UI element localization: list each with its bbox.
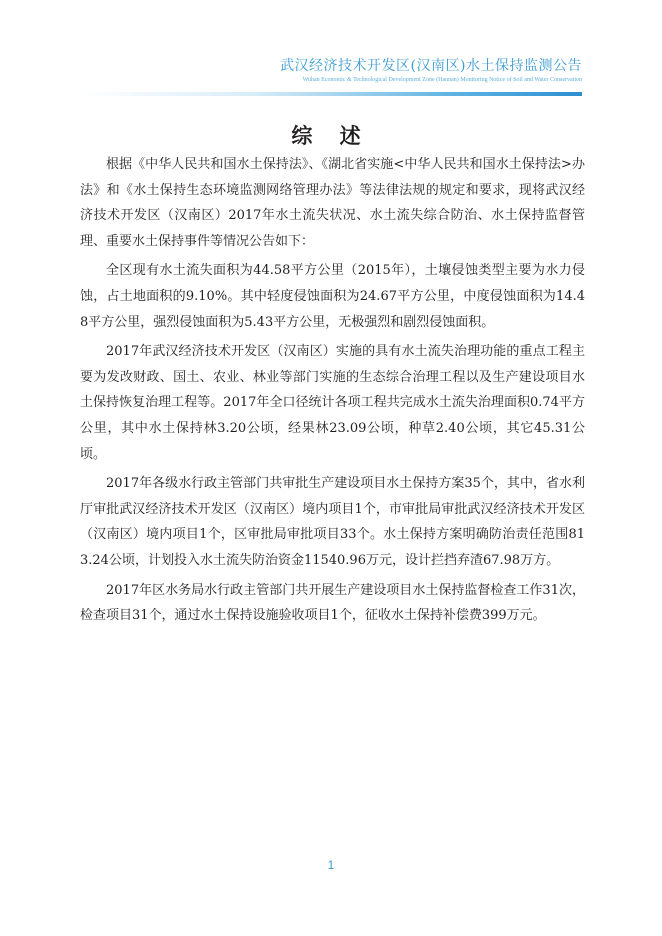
- running-header: [280, 57, 582, 84]
- paragraph-supervision: 2017年区水务局水行政主管部门共开展生产建设项目水土保持监督检查工作31次，检查项目31个，通过水土保持设施验收项目1个，征收水土保持补偿费399万元。: [80, 582, 585, 624]
- paragraph-intro: 根据《中华人民共和国水土保持法》、《湖北省实施<中华人民共和国水土保持法>办法》和《水土保持生态环境监测网络管理办法》等法律法规的规定和要求，现将武汉经济技术开发区（汉南区）2017年水土流失状况、水土流失综合防治、水土保持监督管理、重要水土保持事件等情况公告如下：: [80, 157, 585, 249]
- page-title: 综 述: [291, 123, 371, 148]
- page-number: 1: [327, 858, 335, 872]
- paragraph-approvals: 2017年各级水行政主管部门共审批生产建设项目水土保持方案35个，其中，省水利厅审批武汉经济技术开发区（汉南区）境内项目1个，市审批局审批武汉经济技术开发区（汉南区）境内项目1个，区审批局审批项目33个。水土保持方案明确防治责任范围813.24公顷，计划投入水土流失防治资金11540.96万元，设计拦挡弃渣67.98万方。: [80, 476, 585, 568]
- header-subtitle: Wuhan Economic & Technological Development Zone (Hannan) Monitoring Notice of Soil and Water Conservation: [302, 77, 582, 83]
- paragraph-governance: 2017年武汉经济技术开发区（汉南区）实施的具有水土流失治理功能的重点工程主要为发改财政、国土、农业、林业等部门实施的生态综合治理工程以及生产建设项目水土保持恢复治理工程等。2017年全口径统计各项工程共完成水土流失治理面积0.74平方公里，其中水土保持林3.20公顷，经果林23.09公顷，种草2.40公顷，其它45.31公顷。: [80, 344, 585, 462]
- body-text: [80, 152, 585, 633]
- paragraph-erosion-status: 全区现有水土流失面积为44.58平方公里（2015年），土壤侵蚀类型主要为水力侵蚀，占土地面积的9.10%。其中轻度侵蚀面积为24.67平方公里，中度侵蚀面积为14.48平方公里，强烈侵蚀面积为5.43平方公里，无极强烈和剧烈侵蚀面积。: [80, 263, 585, 330]
- header-title: 武汉经济技术开发区(汉南区)水土保持监测公告: [280, 58, 582, 74]
- header-gradient-bar: [80, 92, 582, 96]
